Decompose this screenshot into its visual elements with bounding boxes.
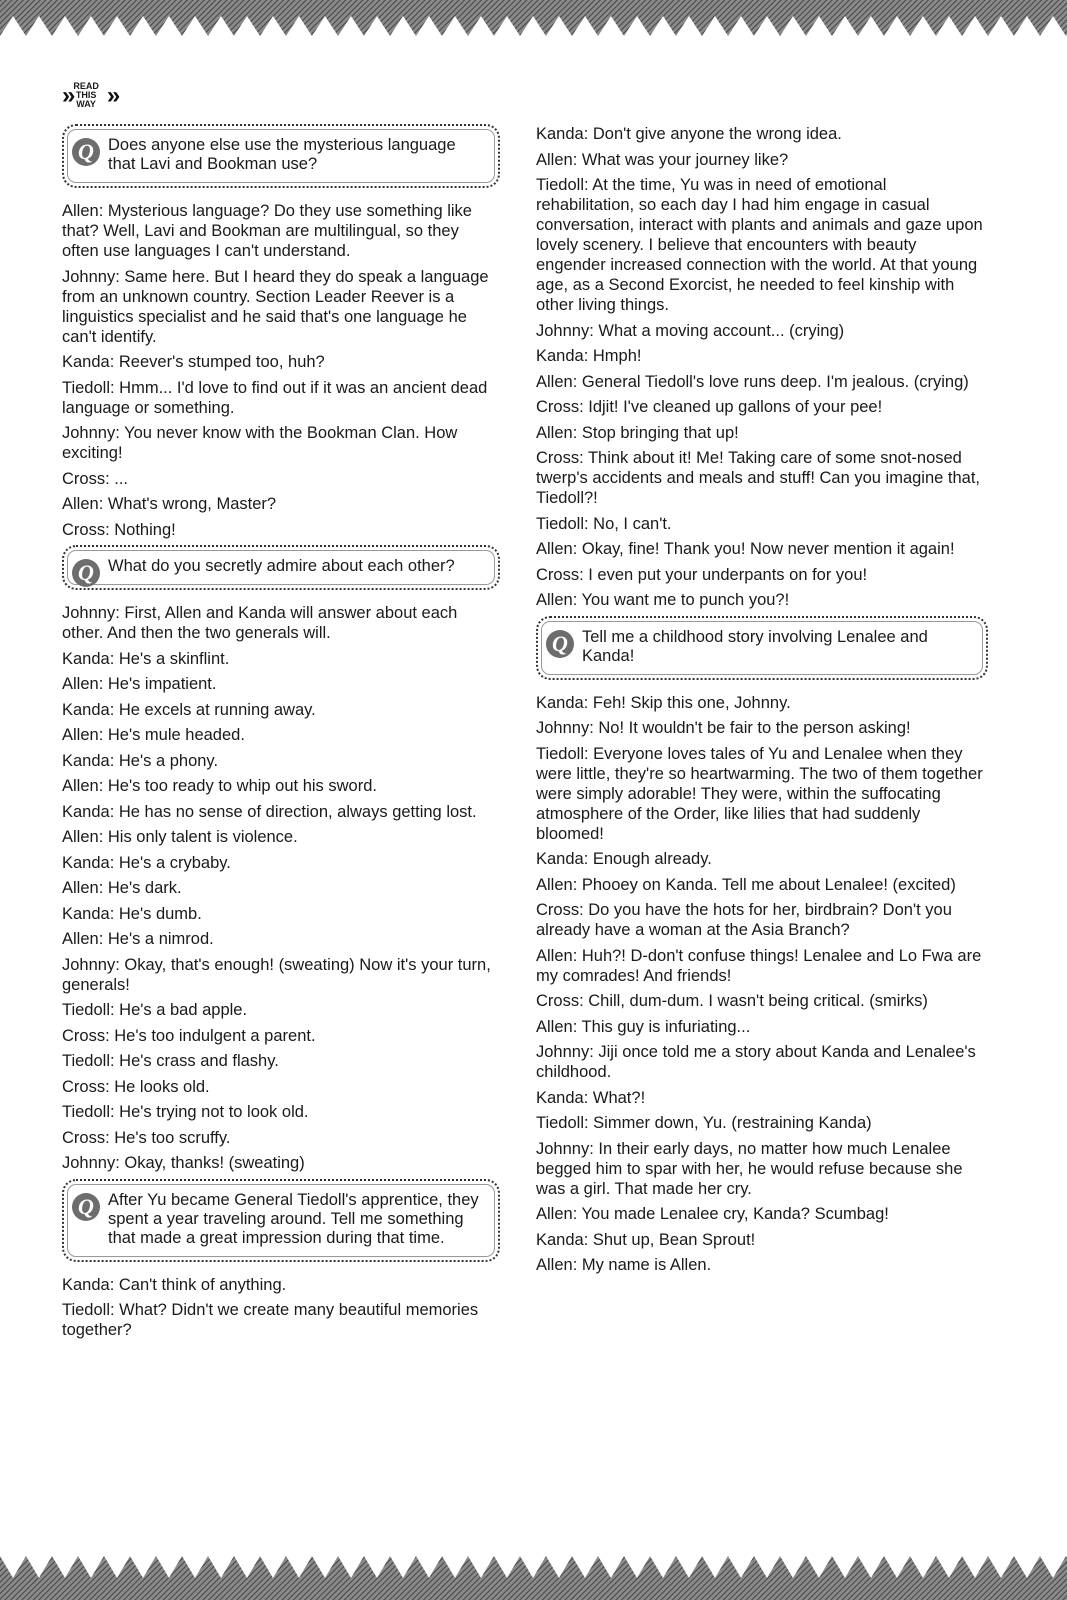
- double-chevron-icon: »: [62, 81, 70, 109]
- dialogue-line: Johnny: In their early days, no matter how much Lenalee begged him to spar with her, he would refuse because she was a girl. That made her cry.: [536, 1139, 963, 1198]
- dialogue-line: Johnny: No! It wouldn't be fair to the person asking!: [536, 719, 911, 737]
- dialogue-line: Kanda: He excels at running away.: [62, 700, 316, 719]
- dialogue-line: Kanda: Feh! Skip this one, Johnny.: [536, 693, 791, 712]
- dialogue-line: Kanda: Enough already.: [536, 850, 712, 868]
- dialogue-line: Allen: He's dark.: [62, 879, 182, 897]
- dialogue-line: Tiedoll: He's a bad apple.: [62, 1001, 248, 1019]
- dialogue-line: Cross: He's too scruffy.: [62, 1128, 231, 1147]
- dialogue-line: Allen: You made Lenalee cry, Kanda? Scumbag!: [536, 1205, 889, 1223]
- question-mark-icon: Q: [72, 559, 100, 587]
- dialogue-line: Allen: He's impatient.: [62, 675, 217, 693]
- dialogue-line: Kanda: Can't think of anything.: [62, 1275, 287, 1294]
- dialogue-line: Tiedoll: Simmer down, Yu. (restraining Kanda): [536, 1114, 872, 1132]
- question-text: Tell me a childhood story involving Lenalee and Kanda!: [582, 627, 928, 665]
- question-box: [62, 1179, 500, 1262]
- dialogue-line: Allen: My name is Allen.: [536, 1256, 712, 1274]
- question-box: [536, 616, 988, 680]
- dialogue-line: Allen: General Tiedoll's love runs deep. I'm jealous. (crying): [536, 372, 969, 391]
- dialogue-line: Cross: ...: [62, 469, 129, 488]
- dialogue-line: Allen: This guy is infuriating...: [536, 1017, 751, 1036]
- bottom-border: [0, 1542, 1067, 1600]
- dialogue-line: Johnny: Same here. But I heard they do speak a language from an unknown country. Section Leader Reever is a linguistics specialist and he said that's one language he can't identify.: [62, 267, 489, 346]
- dialogue-line: Allen: What was your journey like?: [536, 150, 789, 169]
- dialogue-line: Kanda: He's a crybaby.: [62, 853, 231, 872]
- dialogue-line: Allen: What's wrong, Master?: [62, 495, 277, 513]
- dialogue-line: Johnny: You never know with the Bookman Clan. How exciting!: [62, 424, 458, 462]
- dialogue-line: Tiedoll: No, I can't.: [536, 514, 672, 533]
- dialogue-line: Cross: Nothing!: [62, 520, 176, 539]
- question-text: What do you secretly admire about each other?: [108, 557, 455, 575]
- dialogue-line: Johnny: Okay, thanks! (sweating): [62, 1154, 305, 1172]
- question-mark-icon: Q: [72, 1193, 100, 1221]
- dialogue-line: Kanda: He's a skinflint.: [62, 649, 230, 668]
- question-mark-icon: Q: [72, 138, 100, 166]
- question-box: [62, 124, 500, 188]
- right-column: [536, 124, 988, 1281]
- dialogue-line: Allen: Stop bringing that up!: [536, 423, 739, 442]
- dialogue-line: Cross: Think about it! Me! Taking care of some snot-nosed twerp's accidents and meals and stuff! Can you imagine that, Tiedoll?!: [536, 449, 981, 507]
- dialogue-line: Allen: Phooey on Kanda. Tell me about Lenalee! (excited): [536, 875, 956, 894]
- read-this-way-label: READ THIS WAY: [73, 81, 99, 109]
- dialogue-line: Tiedoll: At the time, Yu was in need of emotional rehabilitation, so each day I had him engage in casual conversation, interact with plants and animals and gaze upon lovely scenery. I believe that encounters with beauty engender increased connection with the world. At that young age, as a Second Exorcist, he needed to feel kinship with other living things.: [536, 176, 983, 314]
- question-box: [62, 545, 500, 590]
- top-border: [0, 0, 1067, 52]
- dialogue-line: Cross: He's too indulgent a parent.: [62, 1026, 316, 1045]
- dialogue-line: Cross: He looks old.: [62, 1077, 210, 1096]
- dialogue-line: Allen: He's mule headed.: [62, 726, 245, 744]
- dialogue-line: Kanda: Shut up, Bean Sprout!: [536, 1230, 756, 1249]
- dialogue-line: Tiedoll: He's trying not to look old.: [62, 1103, 309, 1121]
- dialogue-line: Johnny: Okay, that's enough! (sweating) Now it's your turn, generals!: [62, 955, 491, 994]
- double-chevron-icon: »: [106, 81, 115, 109]
- question-text: After Yu became General Tiedoll's apprentice, they spent a year traveling around. Tell me something that made a great impression during that time.: [108, 1190, 479, 1247]
- question-mark-icon: Q: [546, 630, 574, 658]
- dialogue-line: Kanda: Don't give anyone the wrong idea.: [536, 125, 842, 143]
- read-this-way-indicator: [62, 82, 114, 109]
- dialogue-line: Cross: Do you have the hots for her, birdbrain? Don't you already have a woman at the Asia Branch?: [536, 901, 952, 939]
- dialogue-line: Kanda: What?!: [536, 1088, 646, 1107]
- dialogue-line: Tiedoll: Everyone loves tales of Yu and Lenalee when they were little, they're so heartwarming. The two of them together were simply adorable! They were, within the suffocating atmosphere of the Order, like lilies that had suddenly bloomed!: [536, 744, 983, 843]
- dialogue-line: Allen: You want me to punch you?!: [536, 591, 790, 609]
- dialogue-line: Johnny: First, Allen and Kanda will answer about each other. And then the two generals will.: [62, 604, 458, 642]
- question-text: Does anyone else use the mysterious language that Lavi and Bookman use?: [108, 136, 456, 173]
- dialogue-line: Kanda: He's dumb.: [62, 904, 202, 923]
- dialogue-line: Kanda: He's a phony.: [62, 751, 219, 770]
- dialogue-line: Cross: Chill, dum-dum. I wasn't being critical. (smirks): [536, 992, 928, 1010]
- dialogue-line: Tiedoll: Hmm... I'd love to find out if it was an ancient dead language or something.: [62, 378, 488, 417]
- dialogue-line: Kanda: Hmph!: [536, 347, 642, 365]
- dialogue-line: Cross: Idjit! I've cleaned up gallons of your pee!: [536, 398, 883, 416]
- dialogue-line: Johnny: Jiji once told me a story about Kanda and Lenalee's childhood.: [536, 1043, 976, 1081]
- dialogue-line: Allen: He's a nimrod.: [62, 930, 214, 948]
- dialogue-line: Johnny: What a moving account... (crying): [536, 321, 845, 340]
- dialogue-line: Tiedoll: He's crass and flashy.: [62, 1052, 279, 1070]
- dialogue-line: Allen: Huh?! D-don't confuse things! Lenalee and Lo Fwa are my comrades! And friends!: [536, 946, 982, 985]
- dialogue-line: Allen: Mysterious language? Do they use something like that? Well, Lavi and Bookman are multilingual, so they often use languages I can't understand.: [62, 202, 472, 260]
- dialogue-line: Cross: I even put your underpants on for you!: [536, 565, 868, 584]
- dialogue-line: Allen: His only talent is violence.: [62, 828, 298, 846]
- dialogue-line: Allen: He's too ready to whip out his sword.: [62, 777, 377, 795]
- dialogue-line: Kanda: He has no sense of direction, always getting lost.: [62, 802, 477, 821]
- left-column: [62, 124, 500, 1346]
- dialogue-line: Kanda: Reever's stumped too, huh?: [62, 353, 325, 371]
- dialogue-line: Tiedoll: What? Didn't we create many beautiful memories together?: [62, 1301, 479, 1339]
- dialogue-line: Allen: Okay, fine! Thank you! Now never mention it again!: [536, 540, 955, 558]
